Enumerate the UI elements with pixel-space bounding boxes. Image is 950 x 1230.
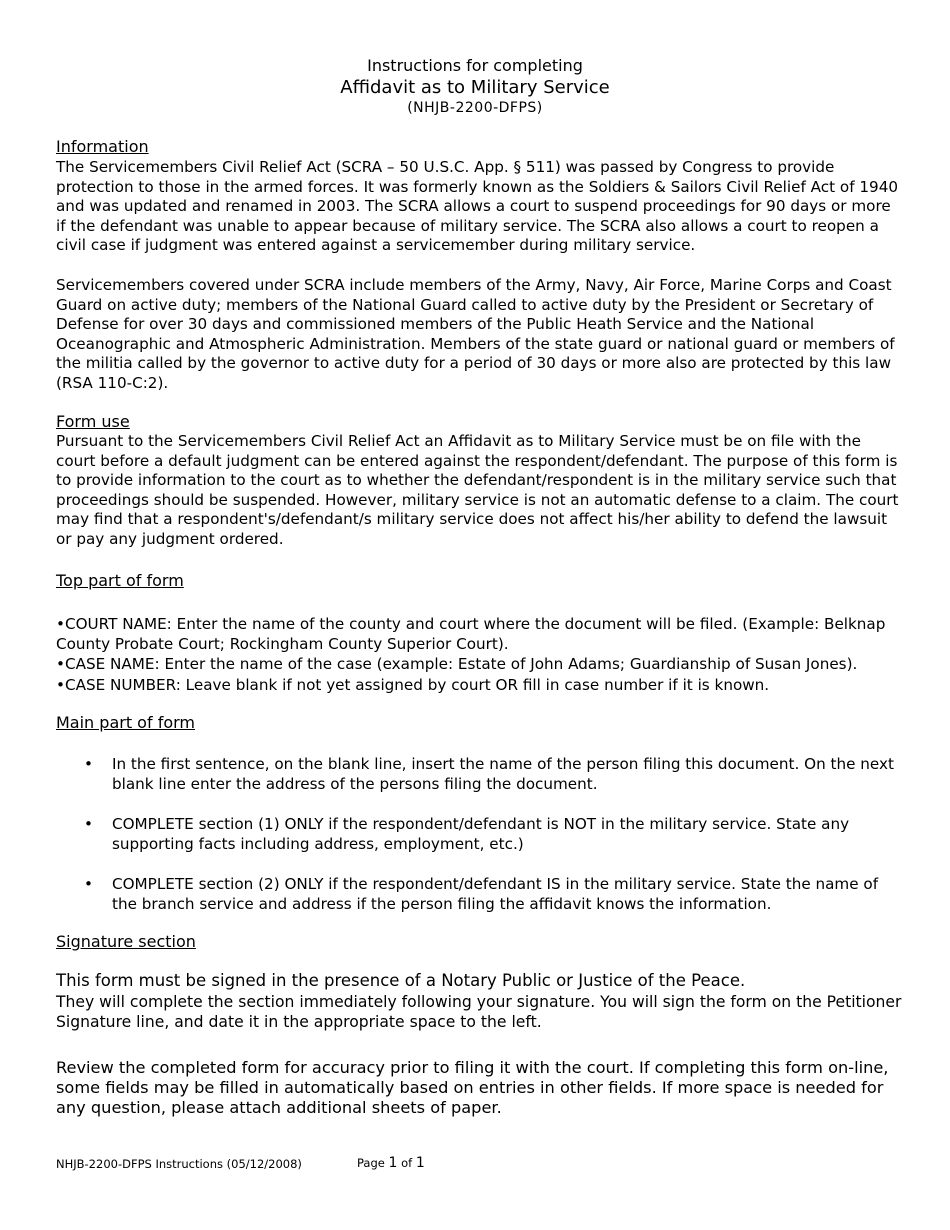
bullet-icon: • [56,655,65,673]
footer-form-id: NHJB-2200-DFPS Instructions (05/12/2008) [56,1157,302,1171]
form-code: (NHJB-2200-DFPS) [407,100,543,116]
top-part-heading: Top part of form [56,571,184,590]
document-title: Affidavit as to Military Service [340,77,610,98]
top-part-item-court-name: •COURT NAME: Enter the name of the county and court where the document will be filed. (Example: Belknap County Probate Court; Rockingham County Superior Court). [56,615,886,653]
bullet-icon: • [56,615,65,633]
review-paragraph: Review the completed form for accuracy prior to filing it with the court. If completing this form on-line, some fields may be filled in automatically based on entries in other fields. If more space is needed for any question, please attach additional sheets of paper. [56,1058,889,1117]
top-part-item-case-name: •CASE NAME: Enter the name of the case (example: Estate of John Adams; Guardianship of Susan Jones). [56,655,858,673]
signature-instructions-text: They will complete the section immediately following your signature. You will sign the form on the Petitioner Signature line, and date it in the appropriate space to the left. [56,993,902,1031]
main-part-item-2: • COMPLETE section (1) ONLY if the respondent/defendant is NOT in the military service. State any supporting facts including address, employment, etc.) [84,815,850,853]
title-line-1: Instructions for completing [367,56,583,75]
footer-page-number: Page 1 of 1 [357,1155,425,1171]
bullet-icon: • [84,815,93,833]
main-part-item-1: • In the first sentence, on the blank line, insert the name of the person filing this document. On the next blank line enter the address of the persons filing the document. [84,755,894,793]
information-paragraph-1: The Servicemembers Civil Relief Act (SCRA – 50 U.S.C. App. § 511) was passed by Congress to provide protection to those in the armed forces. It was formerly known as the Soldiers & Sailors Civil Relief Act of 1940 and was updated and renamed in 2003. The SCRA allows a court to suspend proceedings for 90 days or more if the defendant was unable to appear because of military service. The SCRA also allows a court to reopen a civil case if judgment was entered against a servicemember during military service. [56,158,899,255]
main-part-heading: Main part of form [56,713,195,732]
top-part-item-case-number: •CASE NUMBER: Leave blank if not yet assigned by court OR fill in case number if it is known. [56,676,770,694]
form-use-paragraph: Pursuant to the Servicemembers Civil Relief Act an Affidavit as to Military Service must be on file with the court before a default judgment can be entered against the respondent/defendant. The purpose of this form is to provide information to the court as to whether the defendant/respondent is in the military service such that proceedings should be suspended. However, military service is not an automatic defense to a claim. The court may find that a respondent's/defendant/s military service does not affect his/her ability to defend the lawsuit or pay any judgment ordered. [56,432,899,548]
bullet-icon: • [84,875,93,893]
bullet-icon: • [56,676,65,694]
signature-notary-text: This form must be signed in the presence of a Notary Public or Justice of the Peace. [56,971,746,990]
form-use-heading: Form use [56,412,130,431]
main-part-item-3: • COMPLETE section (2) ONLY if the respondent/defendant IS in the military service. State the name of the branch service and address if the person filing the affidavit knows the information. [84,875,879,913]
information-paragraph-2: Servicemembers covered under SCRA include members of the Army, Navy, Air Force, Marine Corps and Coast Guard on active duty; members of the National Guard called to active duty by the President or Secretary of Defense for over 30 days and commissioned members of the Public Heath Service and the National Oceanographic and Atmospheric Administration. Members of the state guard or national guard or members of the militia called by the governor to active duty for a period of 30 days or more also are protected by this law (RSA 110-C:2). [56,276,895,392]
information-heading: Information [56,137,149,156]
bullet-icon: • [84,755,93,773]
signature-heading: Signature section [56,932,196,951]
